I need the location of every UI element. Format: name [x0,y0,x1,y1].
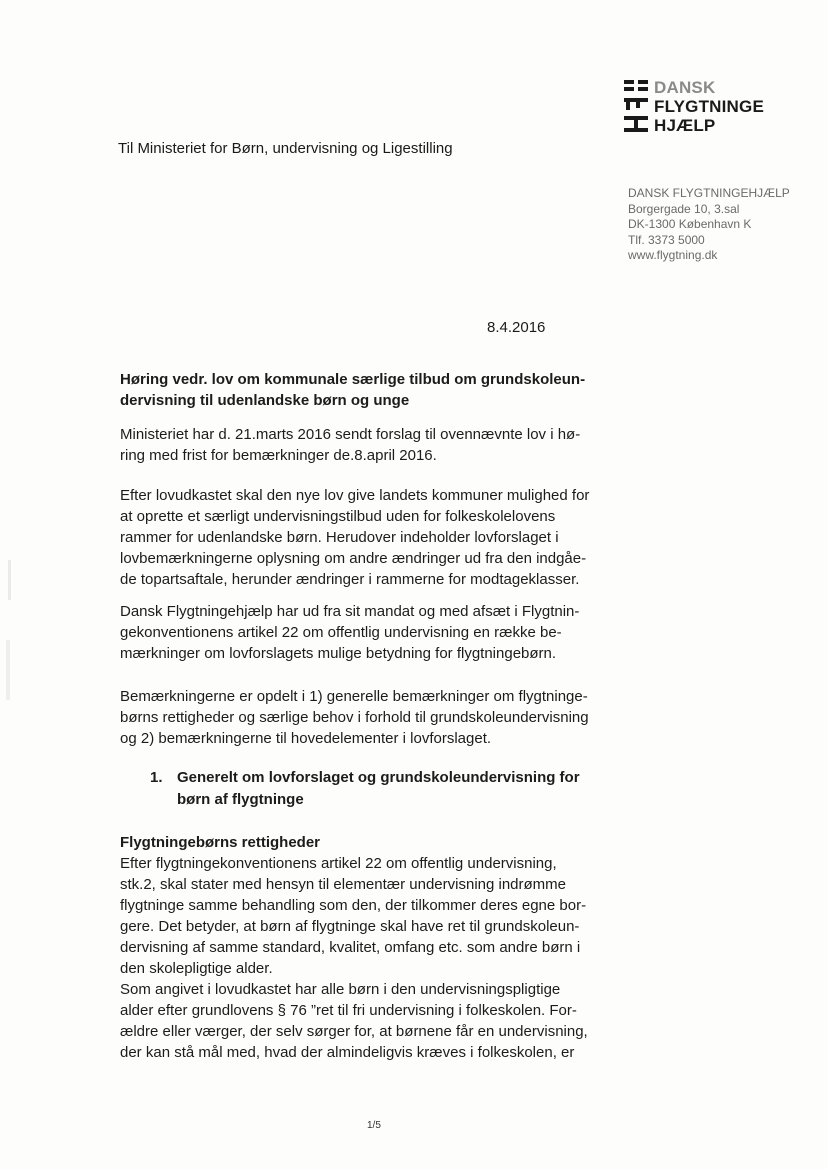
section-number: 1. [150,769,163,786]
text-line: ring med frist for bemærkninger de.8.april 2016. [120,447,437,464]
logo-line-hjaelp: HJÆLP [654,116,716,135]
text-line: flygtninge samme behandling som den, der tilkommer deres egne bor- [120,897,587,914]
section-title-line: børn af flygtninge [177,791,304,808]
scan-artifact [8,560,11,600]
text-line: Som angivet i lovudkastet har alle børn i den undervisningspligtige [120,981,561,998]
logo-line-dansk: DANSK [654,78,716,97]
logo-line-flygtninge: FLYGTNINGE [654,97,764,116]
text-line: mærkninger om lovforslagets mulige betydning for flygtningebørn. [120,645,557,662]
text-line: ældre eller værger, der selv sørger for, at børnene får en undervisning, [120,1023,588,1040]
sender-web: www.flygtning.dk [628,248,718,262]
text-line: Efter flygtningekonventionens artikel 22 om offentlig undervisning, [120,855,557,872]
sender-name: DANSK FLYGTNINGEHJÆLP [628,186,790,200]
recipient-line: Til Ministeriet for Børn, undervisning og Ligestilling [118,140,453,157]
section-title [177,767,637,811]
text-line: Ministeriet har d. 21.marts 2016 sendt forslag til ovennævnte lov i hø- [120,426,581,443]
text-line: alder efter grundlovens § 76 ”ret til fri undervisning i folkeskolen. For- [120,1002,577,1019]
text-line: dervisning af samme standard, kvalitet, omfang etc. som andre børn i [120,939,581,956]
scan-artifact [6,640,10,700]
sender-address [628,186,790,264]
text-line: der kan stå mål med, hvad der almindeligvis kræves i folkeskolen, er [120,1044,575,1061]
text-line: og 2) bemærkningerne til hovedelementer i lovforslaget. [120,730,492,747]
logo-wordmark [654,78,764,135]
paragraph-intro [120,424,620,466]
text-line: Bemærkningerne er opdelt i 1) generelle bemærkninger om flygtninge- [120,688,588,705]
sender-street: Borgergade 10, 3.sal [628,201,740,216]
organization-logo [624,78,784,140]
text-line: Efter lovudkastet skal den nye lov give landets kommuner mulighed for [120,487,590,504]
subheading-rettigheder: Flygtningebørns rettigheder [120,834,321,851]
section-title-line: Generelt om lovforslaget og grundskoleundervisning for [177,769,580,786]
text-line: rammer for udenlandske børn. Herudover indeholder lovforslaget i [120,529,559,546]
page-number: 1/5 [367,1120,381,1131]
text-line: Dansk Flygtningehjælp har ud fra sit mandat og med afsæt i Flygtnin- [120,603,580,620]
paragraph-rettigheder [120,853,620,1063]
letter-date: 8.4.2016 [487,319,546,336]
title-line: dervisning til udenlandske børn og unge [120,392,410,409]
sender-phone: Tlf. 3373 5000 [628,232,705,247]
paragraph-mandat [120,601,620,664]
letter-title [120,369,640,411]
dfh-logo-mark [624,80,648,136]
text-line: de topartsaftale, herunder ændringer i rammerne for modtageklasser. [120,571,580,588]
text-line: stk.2, skal stater med hensyn til elementær undervisning indrømme [120,876,567,893]
paragraph-opdeling [120,686,620,749]
text-line: gekonventionens artikel 22 om offentlig undervisning en række be- [120,624,562,641]
text-line: den skolepligtige alder. [120,960,273,977]
paragraph-lovudkast [120,485,620,590]
sender-city: DK-1300 København K [628,217,752,231]
title-line: Høring vedr. lov om kommunale særlige tilbud om grundskoleun- [120,371,586,388]
text-line: at oprette et særligt undervisningstilbud uden for folkeskolelovens [120,508,556,525]
text-line: lovbemærkningerne oplysning om andre ændringer ud fra den indgåe- [120,550,587,567]
text-line: gere. Det betyder, at børn af flygtninge skal have ret til grundskoleun- [120,918,580,935]
text-line: børns rettigheder og særlige behov i forhold til grundskoleundervisning [120,709,589,726]
